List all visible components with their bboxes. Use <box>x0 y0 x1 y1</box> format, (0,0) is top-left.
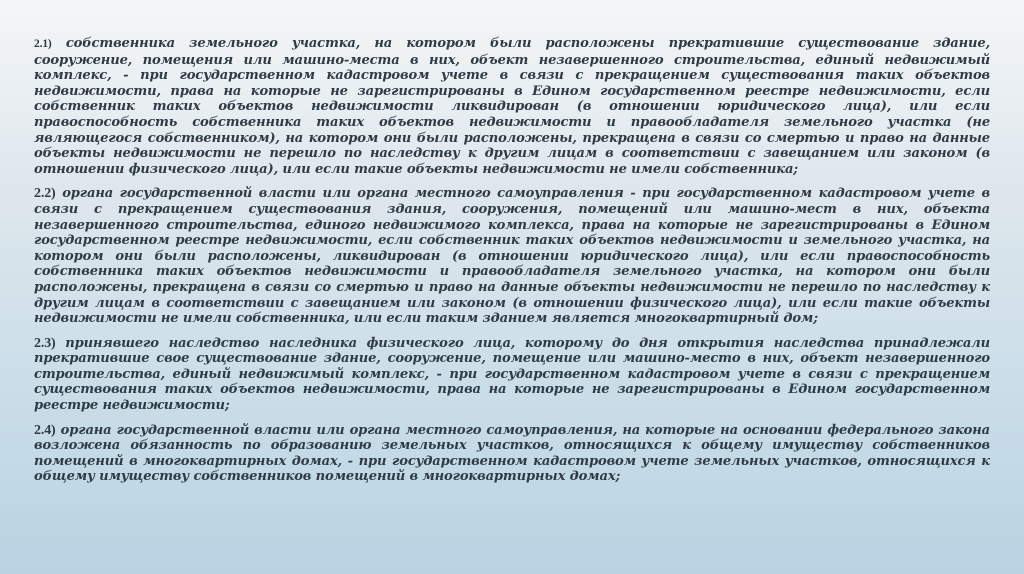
paragraph-2-2 <box>34 186 990 326</box>
paragraph-text: принявшего наследство наследника физического лица, которому до дня открытия наследства принадлежали прекратившие свое существование здание, сооружение, помещение или машино-место в них, объект незавершенного строительства, единый недвижимый комплекс, - при государственном кадастровом учете в связи с прекращением существования таких объектов недвижимости, права на которые не зарегистрированы в Едином государственном реестре недвижимости; <box>34 335 990 414</box>
paragraph-2-3 <box>34 336 990 414</box>
paragraph-number: 2.3) <box>34 335 56 351</box>
paragraph-text: органа государственной власти или органа местного самоуправления - при государственном кадастровом учете в связи с прекращением существования здания, сооружения, помещений или машино-мест в них, объекта незавершенного строительства, единого недвижимого комплекса, права на которые не зарегистрированы в Едином государственном реестре недвижимости, если собственник таких объектов недвижимости и земельного участка, на котором они были расположены, ликвидирован (в отношении юридического лица), или если правоспособность собственника таких объектов недвижимости и правообладателя земельного участка, на котором они были расположены, прекращена в связи со смертью и право на данные объекты недвижимости не перешло по наследству к другим лицам в соответствии с завещанием или законом (в отношении физического лица), или если такие объекты недвижимости не имели собственника, или если таким зданием является многоквартирный дом; <box>34 186 990 327</box>
paragraph-number: 2.2) <box>34 186 56 202</box>
paragraph-text: органа государственной власти или органа местного самоуправления, на которые на основании федерального закона возложена обязанность по образованию земельных участков, относящихся к общему имуществу собственников помещений в многоквартирных домах, - при государственном кадастровом учете земельных участков, относящихся к общему имуществу собственников помещений в многоквартирных домах; <box>34 422 990 485</box>
paragraph-text: собственника земельного участка, на котором были расположены прекратившие существование здание, сооружение, помещения или машино-места в них, объект незавершенного строительства, единый недвижимый комплекс, - при государственном кадастровом учете в связи с прекращением существования таких объектов недвижимости, права на которые не зарегистрированы в Едином государственном реестре недвижимости, если собственник таких объектов недвижимости ликвидирован (в отношении юридического лица), или если правоспособность собственника таких объектов недвижимости и правообладателя земельного участка (не являющегося собственником), на котором они были расположены, прекращена в связи со смертью и право на данные объекты недвижимости не перешло по наследству к другим лицам в соответствии с завещанием или законом (в отношении физического лица), или если такие объекты недвижимости не имели собственника; <box>34 36 990 177</box>
paragraph-number: 2.1) <box>34 38 52 50</box>
paragraph-2-1 <box>34 36 990 177</box>
paragraph-2-4 <box>34 423 990 485</box>
paragraph-number: 2.4) <box>34 422 56 438</box>
